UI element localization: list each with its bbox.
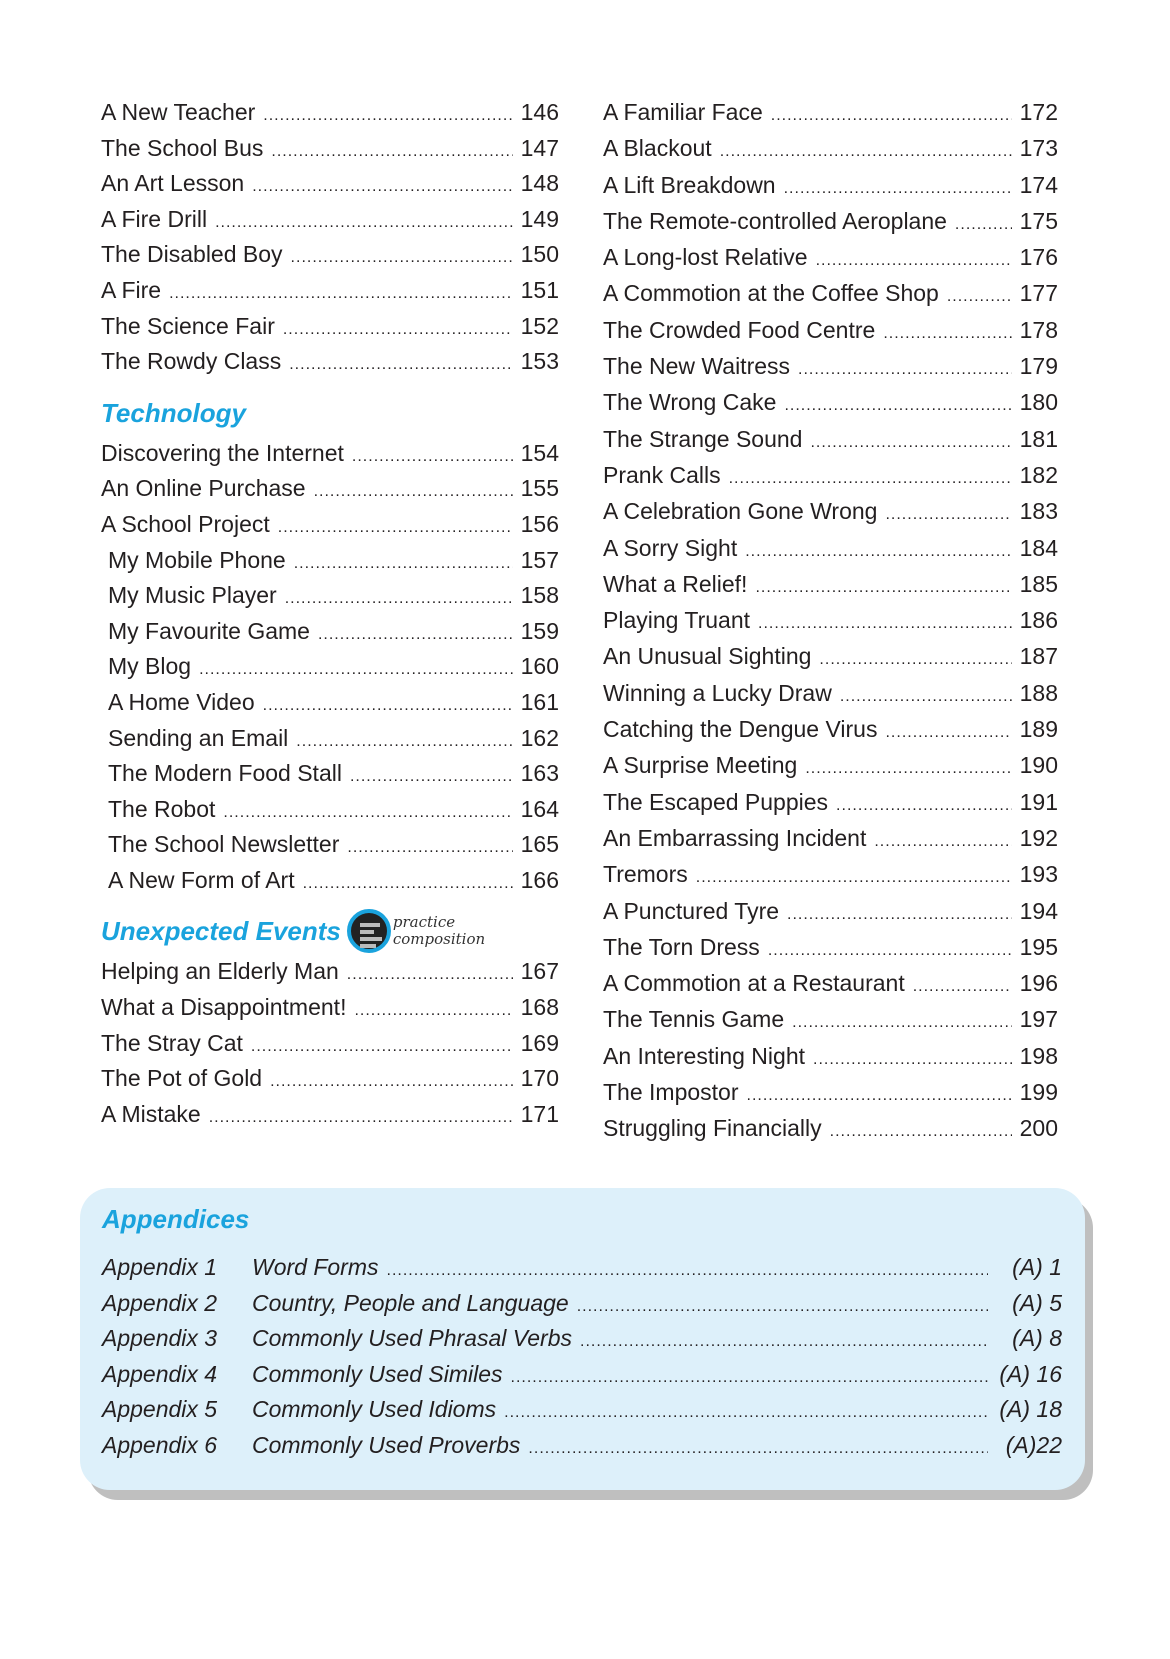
- toc-entry-title: A Sorry Sight: [603, 534, 738, 561]
- toc-entry-title: Prank Calls: [603, 461, 721, 488]
- toc-entry-page: 189: [1019, 716, 1058, 743]
- dot-leader: [283, 321, 513, 339]
- toc-entry-title: An Art Lesson: [101, 170, 245, 197]
- toc-entry-title: The Tennis Game: [603, 1006, 785, 1033]
- toc-entry-page: 151: [520, 276, 559, 303]
- toc-entry[interactable]: [603, 99, 1058, 135]
- toc-entry-title: A Home Video: [108, 688, 255, 715]
- toc-entry-page: 199: [1019, 1079, 1058, 1106]
- toc-entry[interactable]: [603, 607, 1058, 643]
- toc-entry-page: 197: [1019, 1006, 1058, 1033]
- toc-entry[interactable]: [101, 867, 559, 903]
- toc-entry-title: A Long-lost Relative: [603, 244, 808, 271]
- dot-leader: [758, 615, 1012, 633]
- toc-entry[interactable]: [101, 440, 559, 476]
- dot-leader: [285, 590, 513, 608]
- toc-entry[interactable]: [101, 725, 559, 761]
- toc-entry-title: A Lift Breakdown: [603, 171, 776, 198]
- toc-entry[interactable]: [603, 389, 1058, 425]
- toc-entry-page: 172: [1019, 99, 1058, 125]
- toc-entry-page: 195: [1019, 933, 1058, 960]
- dot-leader: [271, 143, 512, 161]
- dot-leader: [787, 906, 1012, 924]
- toc-entry[interactable]: [101, 135, 559, 171]
- toc-entry-page: 161: [520, 688, 559, 715]
- toc-entry-title: A Fire: [101, 276, 162, 303]
- toc-entry-page: 159: [520, 617, 559, 644]
- toc-entry-page: 193: [1019, 861, 1058, 888]
- toc-entry-page: 187: [1019, 643, 1058, 670]
- dot-leader: [387, 1262, 989, 1280]
- toc-entry-title: A School Project: [101, 510, 270, 537]
- toc-entry-page: 183: [1019, 498, 1058, 525]
- toc-entry-title: A New Form of Art: [108, 866, 295, 893]
- appendix-page: (A)22: [1005, 1431, 1062, 1458]
- toc-entry[interactable]: [101, 475, 559, 511]
- toc-entry[interactable]: [603, 1079, 1058, 1115]
- dot-leader: [745, 543, 1011, 561]
- toc-entry[interactable]: [603, 135, 1058, 171]
- dot-leader: [350, 768, 513, 786]
- dot-leader: [874, 833, 1011, 851]
- appendix-title: Country, People and Language: [252, 1289, 569, 1316]
- section-heading-text: Technology: [101, 397, 246, 428]
- dot-leader: [169, 285, 513, 303]
- dot-leader: [816, 252, 1012, 270]
- appendix-entry[interactable]: [102, 1254, 1062, 1290]
- toc-entry[interactable]: [101, 170, 559, 206]
- toc-entry-title: Struggling Financially: [603, 1115, 822, 1142]
- toc-entry-page: 171: [520, 1100, 559, 1127]
- toc-entry-page: 180: [1019, 389, 1058, 416]
- dot-leader: [263, 107, 512, 125]
- dot-leader: [720, 143, 1012, 161]
- dot-leader: [885, 724, 1011, 742]
- dot-leader: [215, 214, 513, 232]
- toc-entry-title: Winning a Lucky Draw: [603, 679, 832, 706]
- dot-leader: [755, 579, 1011, 597]
- toc-entry-page: 147: [520, 134, 559, 161]
- toc-entry[interactable]: [603, 861, 1058, 897]
- toc-entry-page: 153: [520, 348, 559, 375]
- toc-entry-title: A Fire Drill: [101, 205, 208, 232]
- appendix-label: Appendix 4: [102, 1360, 218, 1387]
- appendices-box: [80, 1188, 1085, 1490]
- dot-leader: [836, 797, 1012, 815]
- toc-entry[interactable]: [101, 1101, 559, 1137]
- toc-entry[interactable]: [603, 353, 1058, 389]
- toc-left-column: [101, 99, 559, 1136]
- toc-entry[interactable]: [603, 680, 1058, 716]
- dot-leader: [885, 506, 1011, 524]
- toc-entry[interactable]: [603, 643, 1058, 679]
- toc-entry-page: 175: [1019, 207, 1058, 234]
- dot-leader: [784, 397, 1011, 415]
- toc-entry-page: 192: [1019, 824, 1058, 851]
- appendix-title: Commonly Used Similes: [252, 1360, 503, 1387]
- appendix-entry[interactable]: [102, 1290, 1062, 1326]
- toc-entry[interactable]: [101, 760, 559, 796]
- toc-entry-title: The Crowded Food Centre: [603, 316, 876, 343]
- toc-entry-title: The New Waitress: [603, 353, 791, 380]
- toc-entry-page: 194: [1019, 897, 1058, 924]
- dot-leader: [840, 688, 1012, 706]
- toc-entry[interactable]: [101, 653, 559, 689]
- toc-entry-title: The Impostor: [603, 1079, 739, 1106]
- dot-leader: [347, 966, 513, 984]
- toc-entry-page: 188: [1019, 679, 1058, 706]
- toc-entry[interactable]: [603, 716, 1058, 752]
- toc-entry[interactable]: [603, 970, 1058, 1006]
- toc-entry-page: 152: [520, 312, 559, 339]
- toc-entry-title: The Stray Cat: [101, 1029, 243, 1056]
- toc-entry[interactable]: [101, 547, 559, 583]
- toc-entry[interactable]: [603, 571, 1058, 607]
- toc-entry[interactable]: [101, 1030, 559, 1066]
- toc-entry-title: The Rowdy Class: [101, 348, 282, 375]
- toc-entry-page: 163: [520, 760, 559, 787]
- appendix-title: Word Forms: [252, 1254, 379, 1280]
- toc-entry-page: 156: [520, 510, 559, 537]
- toc-entry-page: 191: [1019, 788, 1058, 815]
- toc-entry-page: 186: [1019, 607, 1058, 634]
- toc-entry-page: 167: [520, 958, 559, 985]
- badge-line-2: composition: [392, 930, 486, 949]
- dot-leader: [352, 448, 513, 466]
- dot-leader: [354, 1002, 512, 1020]
- appendix-label: Appendix 3: [102, 1325, 218, 1351]
- toc-entry-title: A New Teacher: [101, 99, 256, 125]
- toc-entry[interactable]: [603, 789, 1058, 825]
- appendix-title: Commonly Used Proverbs: [252, 1431, 521, 1458]
- dot-leader: [252, 178, 512, 196]
- toc-entry-title: A Punctured Tyre: [603, 897, 780, 924]
- toc-entry-page: 166: [520, 866, 559, 893]
- toc-entry[interactable]: [603, 752, 1058, 788]
- toc-entry[interactable]: [101, 689, 559, 725]
- toc-entry-title: My Blog: [108, 653, 192, 680]
- toc-entry-title: A Blackout: [603, 135, 712, 162]
- dot-leader: [209, 1109, 513, 1127]
- dot-leader: [577, 1298, 988, 1316]
- dot-leader: [913, 978, 1012, 996]
- toc-entry-title: A Familiar Face: [603, 99, 763, 125]
- toc-entry[interactable]: [603, 1006, 1058, 1042]
- dot-leader: [278, 519, 513, 537]
- toc-entry-page: 178: [1019, 316, 1058, 343]
- toc-entry[interactable]: [101, 99, 559, 135]
- dot-leader: [504, 1404, 988, 1422]
- appendix-entry[interactable]: [102, 1432, 1062, 1468]
- dot-leader: [270, 1073, 513, 1091]
- badge-label: [393, 914, 485, 948]
- section-heading: [101, 910, 559, 952]
- toc-entry[interactable]: [101, 511, 559, 547]
- toc-entry[interactable]: [603, 244, 1058, 280]
- toc-entry[interactable]: [101, 994, 559, 1030]
- dot-leader: [528, 1440, 988, 1458]
- toc-entry[interactable]: [101, 582, 559, 618]
- dot-leader: [314, 483, 513, 501]
- toc-entry-title: The Wrong Cake: [603, 389, 777, 416]
- toc-entry-title: Sending an Email: [108, 724, 289, 751]
- toc-entry-title: What a Disappointment!: [101, 994, 347, 1021]
- toc-entry-title: A Commotion at a Restaurant: [603, 970, 905, 997]
- toc-entry-page: 200: [1019, 1115, 1058, 1142]
- appendix-page: (A) 16: [999, 1360, 1062, 1387]
- appendix-label: Appendix 2: [102, 1289, 218, 1316]
- toc-entry-title: Discovering the Internet: [101, 439, 344, 466]
- toc-entry-page: 160: [520, 653, 559, 680]
- appendices-heading: Appendices: [102, 1204, 250, 1234]
- dot-leader: [347, 839, 512, 857]
- toc-entry[interactable]: [101, 313, 559, 349]
- dot-leader: [251, 1038, 513, 1056]
- dot-leader: [792, 1014, 1012, 1032]
- toc-entry-page: 173: [1019, 135, 1058, 162]
- toc-entry-page: 179: [1019, 353, 1058, 380]
- toc-entry-page: 169: [520, 1029, 559, 1056]
- toc-entry[interactable]: [603, 898, 1058, 934]
- toc-entry[interactable]: [603, 1043, 1058, 1079]
- dot-leader: [883, 325, 1011, 343]
- dot-leader: [805, 760, 1011, 778]
- appendix-label: Appendix 1: [102, 1254, 218, 1280]
- toc-entry-title: Helping an Elderly Man: [101, 958, 339, 985]
- appendix-label: Appendix 5: [102, 1396, 218, 1422]
- toc-entry-page: 148: [520, 170, 559, 197]
- toc-entry-page: 176: [1019, 244, 1058, 271]
- dot-leader: [955, 216, 1012, 234]
- toc-right-column: [603, 99, 1058, 1152]
- toc-entry-page: 182: [1019, 461, 1058, 488]
- toc-entry-title: The Disabled Boy: [101, 241, 283, 268]
- toc-entry-title: The Pot of Gold: [101, 1065, 263, 1092]
- toc-entry-title: The Remote-controlled Aeroplane: [603, 207, 947, 234]
- appendix-page: (A) 18: [999, 1396, 1062, 1422]
- appendices-list: [102, 1254, 1062, 1467]
- dot-leader: [696, 869, 1012, 887]
- toc-entry-page: 184: [1019, 534, 1058, 561]
- toc-entry-title: The School Bus: [101, 134, 264, 161]
- toc-entry-page: 162: [520, 724, 559, 751]
- appendix-page: (A) 1: [1012, 1254, 1062, 1280]
- dot-leader: [768, 942, 1012, 960]
- toc-entry-title: An Embarrassing Incident: [603, 824, 867, 851]
- toc-entry-page: 154: [520, 439, 559, 466]
- toc-entry[interactable]: [101, 348, 559, 384]
- toc-entry[interactable]: [603, 1115, 1058, 1151]
- dot-leader: [294, 555, 513, 573]
- toc-entry-title: A Surprise Meeting: [603, 752, 798, 779]
- dot-leader: [199, 661, 513, 679]
- toc-entry[interactable]: [101, 1065, 559, 1101]
- dot-leader: [291, 249, 513, 267]
- dot-leader: [830, 1123, 1012, 1141]
- toc-entry-page: 174: [1019, 171, 1058, 198]
- toc-entry-page: 185: [1019, 570, 1058, 597]
- toc-entry-page: 198: [1019, 1042, 1058, 1069]
- toc-entry-title: Catching the Dengue Virus: [603, 716, 878, 743]
- appendix-entry[interactable]: [102, 1396, 1062, 1432]
- practice-composition-badge: [347, 909, 485, 953]
- toc-entry-title: The Escaped Puppies: [603, 788, 829, 815]
- dot-leader: [747, 1087, 1012, 1105]
- dot-leader: [318, 626, 513, 644]
- toc-entry-title: What a Relief!: [603, 570, 748, 597]
- toc-entry-title: An Interesting Night: [603, 1042, 806, 1069]
- toc-entry[interactable]: [101, 206, 559, 242]
- appendix-entry[interactable]: [102, 1325, 1062, 1361]
- dot-leader: [729, 470, 1012, 488]
- appendix-label: Appendix 6: [102, 1431, 218, 1458]
- dot-leader: [511, 1369, 988, 1387]
- toc-entry-page: 157: [520, 546, 559, 573]
- toc-entry[interactable]: [101, 241, 559, 277]
- toc-entry-page: 165: [520, 831, 559, 858]
- appendix-title: Commonly Used Idioms: [252, 1396, 497, 1422]
- toc-entry-title: My Mobile Phone: [108, 546, 286, 573]
- dot-leader: [296, 733, 512, 751]
- toc-entry-title: A Commotion at the Coffee Shop: [603, 280, 939, 307]
- toc-entry[interactable]: [603, 934, 1058, 970]
- practice-composition-icon: [347, 909, 391, 953]
- toc-entry-title: An Online Purchase: [101, 475, 306, 502]
- toc-entry-page: 168: [520, 994, 559, 1021]
- toc-entry[interactable]: [101, 796, 559, 832]
- toc-entry-title: Playing Truant: [603, 607, 751, 634]
- toc-entry-page: 190: [1019, 752, 1058, 779]
- dot-leader: [289, 356, 512, 374]
- toc-entry[interactable]: [603, 535, 1058, 571]
- toc-entry[interactable]: [603, 208, 1058, 244]
- toc-entry-page: 177: [1019, 280, 1058, 307]
- toc-entry-page: 149: [520, 205, 559, 232]
- toc-entry[interactable]: [603, 825, 1058, 861]
- toc-entry-title: An Unusual Sighting: [603, 643, 812, 670]
- toc-entry-title: My Music Player: [108, 582, 277, 609]
- toc-entry-page: 150: [520, 241, 559, 268]
- toc-entry-page: 158: [520, 582, 559, 609]
- toc-entry[interactable]: [603, 317, 1058, 353]
- toc-entry-title: The Modern Food Stall: [108, 760, 342, 787]
- toc-entry-title: A Celebration Gone Wrong: [603, 498, 878, 525]
- dot-leader: [263, 697, 513, 715]
- appendix-title: Commonly Used Phrasal Verbs: [252, 1325, 572, 1351]
- toc-entry-title: A Mistake: [101, 1100, 201, 1127]
- section-heading-text: Unexpected Events: [101, 916, 341, 947]
- dot-leader: [223, 804, 512, 822]
- toc-entry-title: Tremors: [603, 861, 688, 888]
- appendix-entry[interactable]: [102, 1361, 1062, 1397]
- toc-entry[interactable]: [603, 426, 1058, 462]
- toc-entry[interactable]: [101, 958, 559, 994]
- toc-entry-page: 170: [520, 1065, 559, 1092]
- toc-entry-title: The Science Fair: [101, 312, 275, 339]
- toc-entry-title: The Robot: [108, 795, 216, 822]
- toc-entry-page: 181: [1019, 425, 1058, 452]
- toc-entry[interactable]: [603, 498, 1058, 534]
- dot-leader: [303, 875, 513, 893]
- appendix-page: (A) 5: [1012, 1289, 1062, 1316]
- section-heading: [101, 392, 559, 434]
- toc-entry[interactable]: [603, 280, 1058, 316]
- badge-line-1: practice: [392, 913, 456, 932]
- toc-entry[interactable]: [101, 277, 559, 313]
- toc-entry-page: 164: [520, 795, 559, 822]
- dot-leader: [810, 434, 1011, 452]
- toc-entry[interactable]: [603, 462, 1058, 498]
- dot-leader: [580, 1333, 988, 1351]
- dot-leader: [947, 288, 1012, 306]
- toc-entry-title: The Strange Sound: [603, 425, 803, 452]
- toc-entry-title: The School Newsletter: [108, 831, 340, 858]
- toc-entry[interactable]: [603, 172, 1058, 208]
- dot-leader: [819, 651, 1011, 669]
- dot-leader: [813, 1051, 1012, 1069]
- dot-leader: [798, 361, 1012, 379]
- toc-entry-page: 146: [520, 99, 559, 125]
- toc-entry-title: The Torn Dress: [603, 933, 760, 960]
- toc-entry[interactable]: [101, 618, 559, 654]
- appendix-page: (A) 8: [1012, 1325, 1062, 1351]
- dot-leader: [771, 107, 1012, 125]
- toc-entry[interactable]: [101, 831, 559, 867]
- dot-leader: [784, 180, 1012, 198]
- toc-entry-page: 196: [1019, 970, 1058, 997]
- toc-entry-page: 155: [520, 475, 559, 502]
- toc-entry-title: My Favourite Game: [108, 617, 310, 644]
